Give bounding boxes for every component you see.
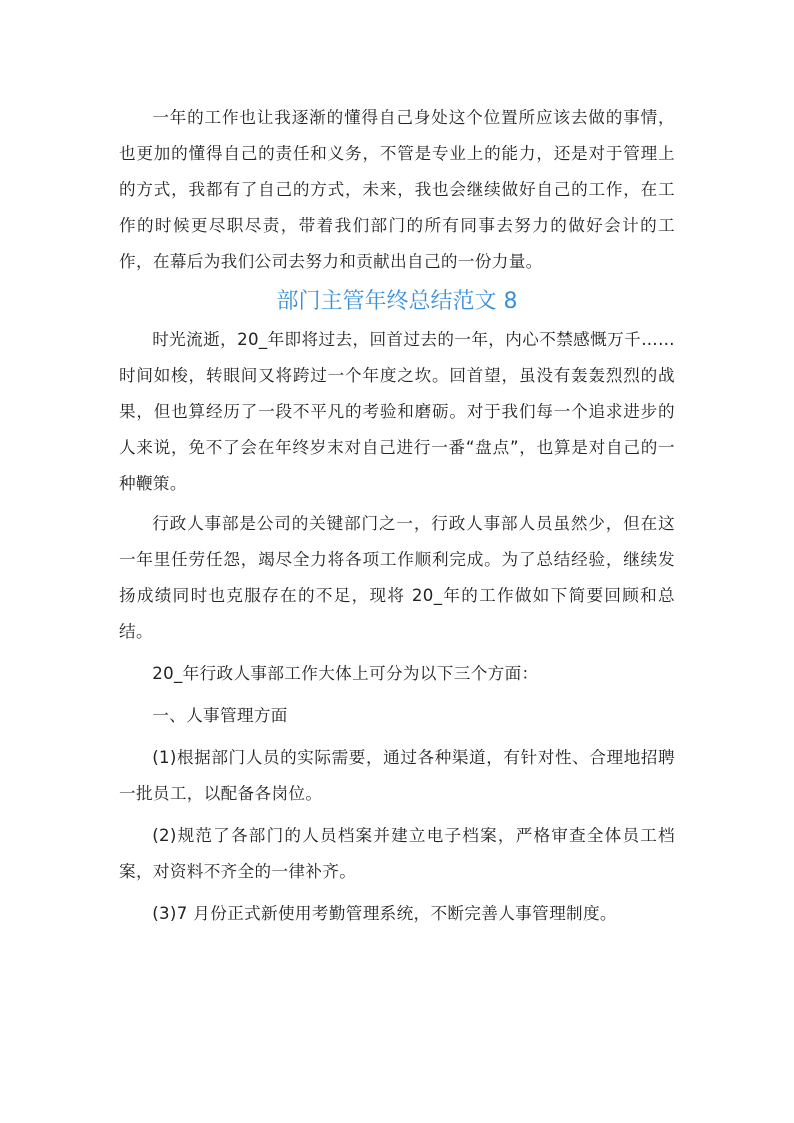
intro-paragraph: 一年的工作也让我逐渐的懂得自己身处这个位置所应该去做的事情，也更加的懂得自己的责任和义务，不管是专业上的能力，还是对于管理上的方式，我都有了自己的方式，未来，我也会继续做好自己的工作，在工作的时候更尽职尽责，带着我们部门的所有同事去努力的做好会计的工作，在幕后为我们公司去努力和贡献出自己的一份力量。 bbox=[119, 108, 675, 271]
body-paragraph: 行政人事部是公司的关键部门之一，行政人事部人员虽然少，但在这一年里任劳任怨，竭尽全力将各项工作顺利完成。为了总结经验，继续发扬成绩同时也克服存在的不足，现将 20_年的工作做如下简要回顾和总结。 bbox=[119, 514, 675, 641]
summary-intro-paragraph: 20_年行政人事部工作大体上可分为以下三个方面： bbox=[152, 664, 539, 683]
subsection-heading: 一、人事管理方面 bbox=[152, 706, 288, 725]
document-body bbox=[119, 100, 675, 938]
list-item: (3)7 月份正式新使用考勤管理系统，不断完善人事管理制度。 bbox=[152, 904, 617, 923]
section-title: 部门主管年终总结范文 8 bbox=[276, 289, 518, 314]
body-paragraph: 时光流逝，20_年即将过去，回首过去的一年，内心不禁感慨万千……时间如梭，转眼间又将跨过一个年度之坎。回首望，虽没有轰轰烈烈的战果，但也算经历了一段不平凡的考验和磨砺。对于我们每一个追求进步的人来说，免不了会在年终岁末对自己进行一番“盘点”，也算是对自己的一种鞭策。 bbox=[119, 330, 675, 493]
list-item: (2)规范了各部门的人员档案并建立电子档案，严格审查全体员工档案，对资料不齐全的一律补齐。 bbox=[119, 826, 675, 881]
list-item: (1)根据部门人员的实际需要，通过各种渠道，有针对性、合理地招聘一批员工，以配备各岗位。 bbox=[119, 748, 675, 803]
